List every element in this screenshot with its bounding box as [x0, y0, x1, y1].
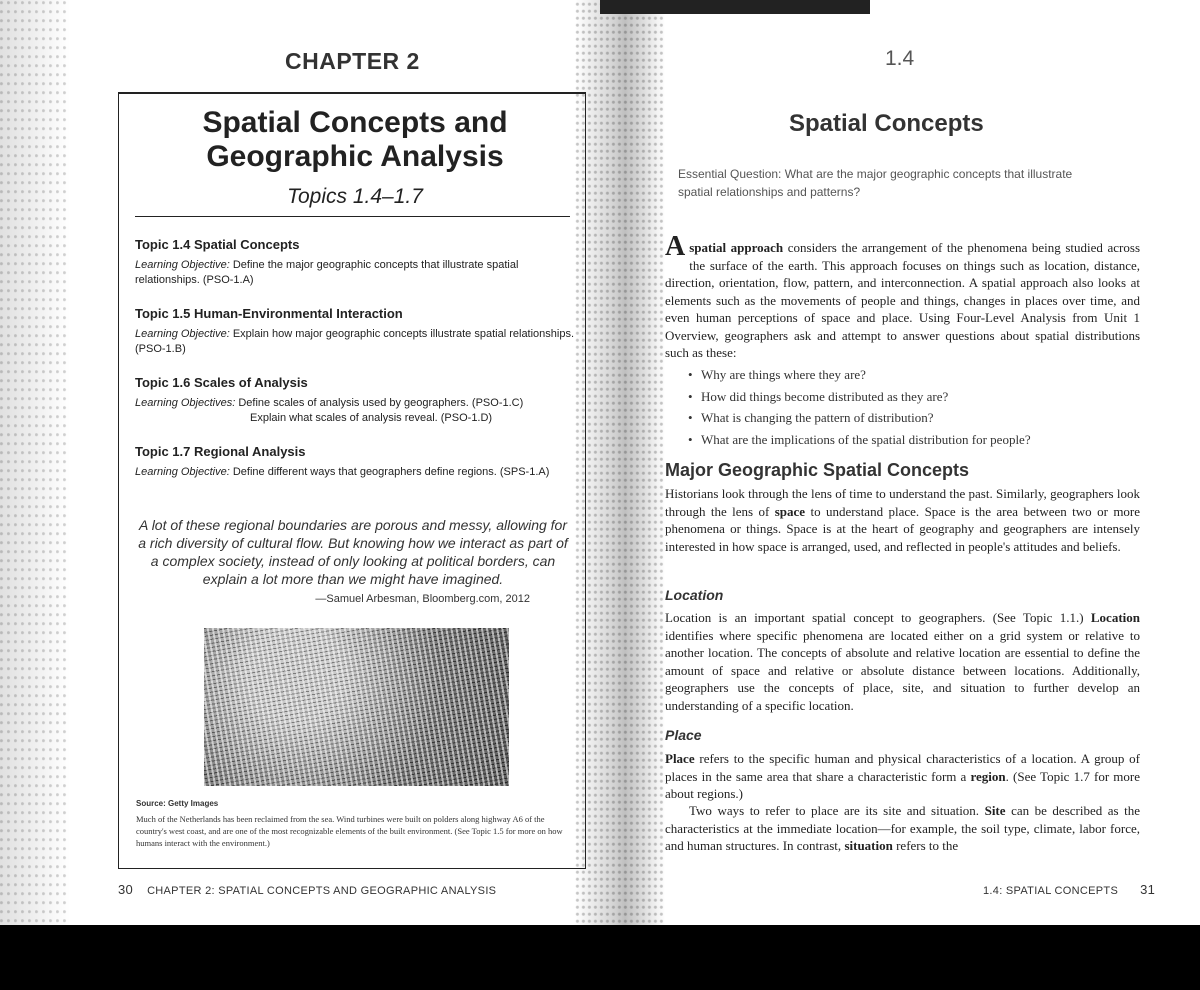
paragraph-text: Location is an important spatial concept to geographers. (See Topic 1.1.): [665, 610, 1084, 625]
section-number: 1.4: [885, 47, 915, 70]
paragraph-text: . (See Topic 1.7 for more about regions.): [665, 768, 1141, 801]
key-term: situation: [844, 838, 893, 853]
key-term: space: [774, 503, 806, 519]
paragraph-text: Two ways to refer to place are its site and situation.: [689, 803, 980, 818]
topic-block: [135, 375, 575, 426]
key-term: Site: [984, 803, 1006, 818]
paragraph-text: considers the arrangement of the phenomena being studied across the surface of the earth. This approach focuses on things such as location, distance, direction, orientation, flow, pattern, and interconnection. A spatial approach also looks at elements such as the movements of people and things, changes in places over time, and even human perceptions of space and place. Using Four-Level Analysis from Unit 1 Overview, geographers ask and attempt to answer questions about spatial distributions such as these:: [665, 240, 1141, 360]
topics-range: Topics 1.4–1.7: [287, 185, 423, 208]
objective-label: Learning Objective:: [135, 328, 230, 340]
intro-paragraph: [665, 231, 1141, 362]
objective-text: Explain how major geographic concepts illustrate spatial relationships. (PSO-1.B): [135, 328, 575, 355]
key-term: region: [970, 768, 1006, 784]
topic-objective: [135, 396, 575, 426]
list-item: • What are the implications of the spatial distribution for people?: [688, 429, 1031, 451]
heading-major-concepts: Major Geographic Spatial Concepts: [665, 460, 970, 480]
objective-text: Define scales of analysis used by geographers. (PSO-1.C): [238, 397, 524, 409]
place-paragraph: [665, 750, 1140, 803]
page-number: 31: [1140, 882, 1156, 897]
heading-location: Location: [665, 587, 724, 603]
book-spine-top: [600, 0, 870, 14]
topic-block: [135, 444, 575, 480]
page-number: 30: [118, 882, 134, 897]
left-folio: [118, 882, 496, 897]
objective-label: Learning Objective:: [135, 259, 230, 271]
essential-question: Essential Question: What are the major geographic concepts that illustrate spatial relationships and patterns?: [678, 167, 1073, 199]
page-edge-shadow: [0, 0, 70, 925]
objective-text: Define the major geographic concepts that illustrate spatial relationships. (PSO-1.A): [135, 259, 519, 286]
drop-cap: A: [665, 231, 686, 262]
topic-block: [135, 306, 575, 357]
book-gutter: [575, 0, 665, 925]
key-term: spatial approach: [689, 240, 784, 255]
objective-label: Learning Objective:: [135, 466, 230, 478]
topic-objective: [135, 258, 575, 288]
quote-attribution: —Samuel Arbesman, Bloomberg.com, 2012: [315, 593, 530, 605]
wind-turbines-photo: [204, 628, 509, 786]
objective-extra: Explain what scales of analysis reveal. (PSO-1.D): [250, 412, 493, 424]
topic-objective: [135, 465, 575, 480]
paragraph-text: to understand place. Space is the area between two or more phenomena or things. Space is at the heart of geography and geographers are intensely interested in how space is arranged, used, and reflected in people's attitudes and beliefs.: [665, 503, 1141, 554]
section-title: Spatial Concepts: [789, 110, 984, 137]
paragraph-text: refers to the specific human and physical characteristics of a location. A group of places in the same area that share a characteristic form a: [665, 751, 1140, 784]
major-paragraph: [665, 485, 1140, 555]
paragraph-text: can be described as the characteristics at the immediate location—for example, the soil type, climate, labor force, and human structures. In contrast,: [665, 803, 1141, 853]
objective-text: Define different ways that geographers define regions. (SPS-1.A): [232, 466, 550, 478]
paragraph-text: identifies where specific phenomena are located either on a grid system or relative to another location. The concepts of absolute and relative location are essential to define the amount of space and relative or absolute distance between locations. Additionally, geographers use the concepts of place, site, and situation to further develop an understanding of a specific location.: [665, 627, 1140, 713]
title-rule: [135, 216, 570, 217]
key-term: Place: [665, 751, 695, 766]
list-item: • Why are things where they are?: [688, 364, 1031, 386]
paragraph-text: refers to the: [896, 838, 959, 853]
location-paragraph: [665, 609, 1140, 714]
right-folio: [983, 882, 1155, 897]
list-item: • How did things become distributed as they are?: [688, 386, 1031, 408]
running-head: 1.4: SPATIAL CONCEPTS: [983, 885, 1119, 897]
topic-title: Topic 1.6 Scales of Analysis: [135, 375, 308, 390]
topic-title: Topic 1.7 Regional Analysis: [135, 444, 306, 459]
chapter-title: Spatial Concepts and Geographic Analysis: [202, 106, 508, 173]
heading-place: Place: [665, 727, 702, 743]
paragraph-text: Historians look through the lens of time to understand the past. Similarly, geographers look through the lens of: [665, 486, 1140, 519]
running-head: CHAPTER 2: SPATIAL CONCEPTS AND GEOGRAPHIC ANALYSIS: [147, 885, 497, 897]
site-paragraph: [665, 802, 1140, 855]
photo-caption: Much of the Netherlands has been reclaimed from the sea. Wind turbines were built on polders along highway A6 of the country's west coast, and are one of the most recognizable elements of the built environment. (See Topic 1.5 for more on how humans interact with the environment.): [136, 814, 563, 848]
list-item: • What is changing the pattern of distribution?: [688, 407, 1031, 429]
chapter-label: CHAPTER 2: [285, 48, 420, 74]
topic-title: Topic 1.4 Spatial Concepts: [135, 237, 300, 252]
key-term: Location: [1090, 610, 1141, 625]
scan-background: [0, 925, 1200, 990]
epigraph-quote: A lot of these regional boundaries are porous and messy, allowing for a rich diversity of cultural flow. But knowing how we interact as part of a complex society, instead of only looking at political borders, can explain a lot more than we might have imagined.: [138, 517, 568, 587]
topic-title: Topic 1.5 Human-Environmental Interaction: [135, 306, 403, 321]
objective-label: Learning Objectives:: [135, 397, 236, 409]
topic-block: [135, 237, 575, 288]
photo-source: Source: Getty Images: [136, 799, 219, 808]
question-list: [688, 364, 1031, 450]
topic-objective: [135, 327, 575, 357]
